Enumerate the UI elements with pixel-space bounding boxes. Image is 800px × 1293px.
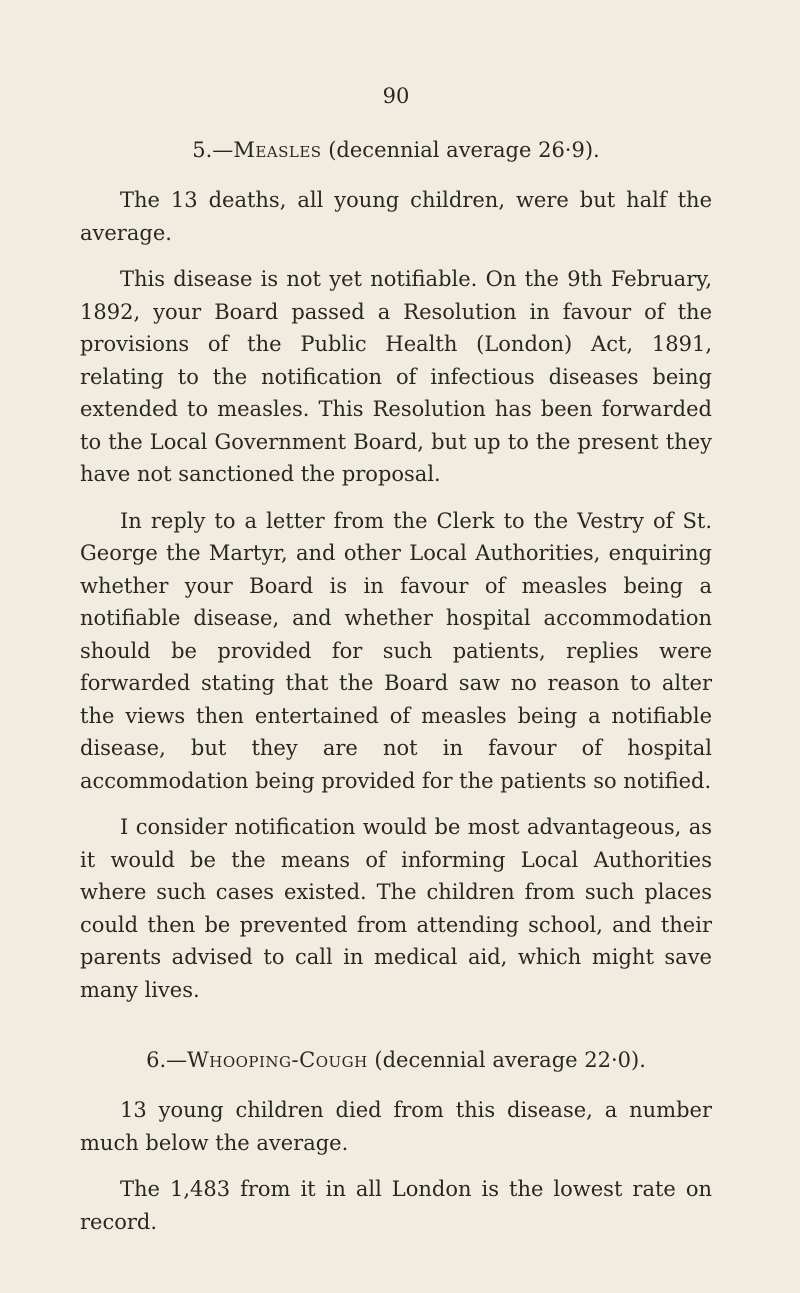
section-subtitle: (decennial average 22·0). xyxy=(367,1048,646,1072)
section-heading-measles xyxy=(80,136,712,164)
page-number: 90 xyxy=(382,84,410,108)
paragraph-measles-notifiable: This disease is not yet notifiable. On the 9th February, 1892, your Board passed a Resolution in favour of the provisions of the Public Health (London) Act, 1891, relating to the notification of infectious diseases being extended to measles. This Resolution has been forwarded to the Local Government Board, but up to the present they have not sanctioned the proposal. xyxy=(80,267,712,486)
paragraph-whooping-cough-deaths: 13 young children died from this disease, a number much below the average. xyxy=(80,1098,712,1155)
section-heading-whooping-cough xyxy=(80,1046,712,1074)
paragraph-measles-deaths: The 13 deaths, all young children, were but half the average. xyxy=(80,188,712,245)
paragraph-whooping-cough-london: The 1,483 from it in all London is the lowest rate on record. xyxy=(80,1177,712,1234)
paragraph-measles-reply: In reply to a letter from the Clerk to the Vestry of St. George the Martyr, and other Local Authorities, enquiring whether your Board is in favour of measles being a notifiable disease, and whether hospital accommodation should be provided for such patients, replies were forwarded stating that the Board saw no reason to alter the views then entertained of measles being a notifiable disease, but they are not in favour of hospital accommodation being provided for the patients so notified. xyxy=(80,508,712,793)
section-title: Whooping-Cough xyxy=(187,1048,368,1072)
paragraph-measles-notification: I consider notification would be most advantageous, as it would be the means of informing Local Authorities where such cases existed. The children from such places could then be prevented from attending school, and their parents advised to call in medical aid, which might save many lives. xyxy=(80,815,712,1002)
section-title: Measles xyxy=(233,138,322,162)
section-number: 5.— xyxy=(192,138,234,162)
section-subtitle: (decennial average 26·9). xyxy=(321,138,600,162)
section-number: 6.— xyxy=(146,1048,188,1072)
